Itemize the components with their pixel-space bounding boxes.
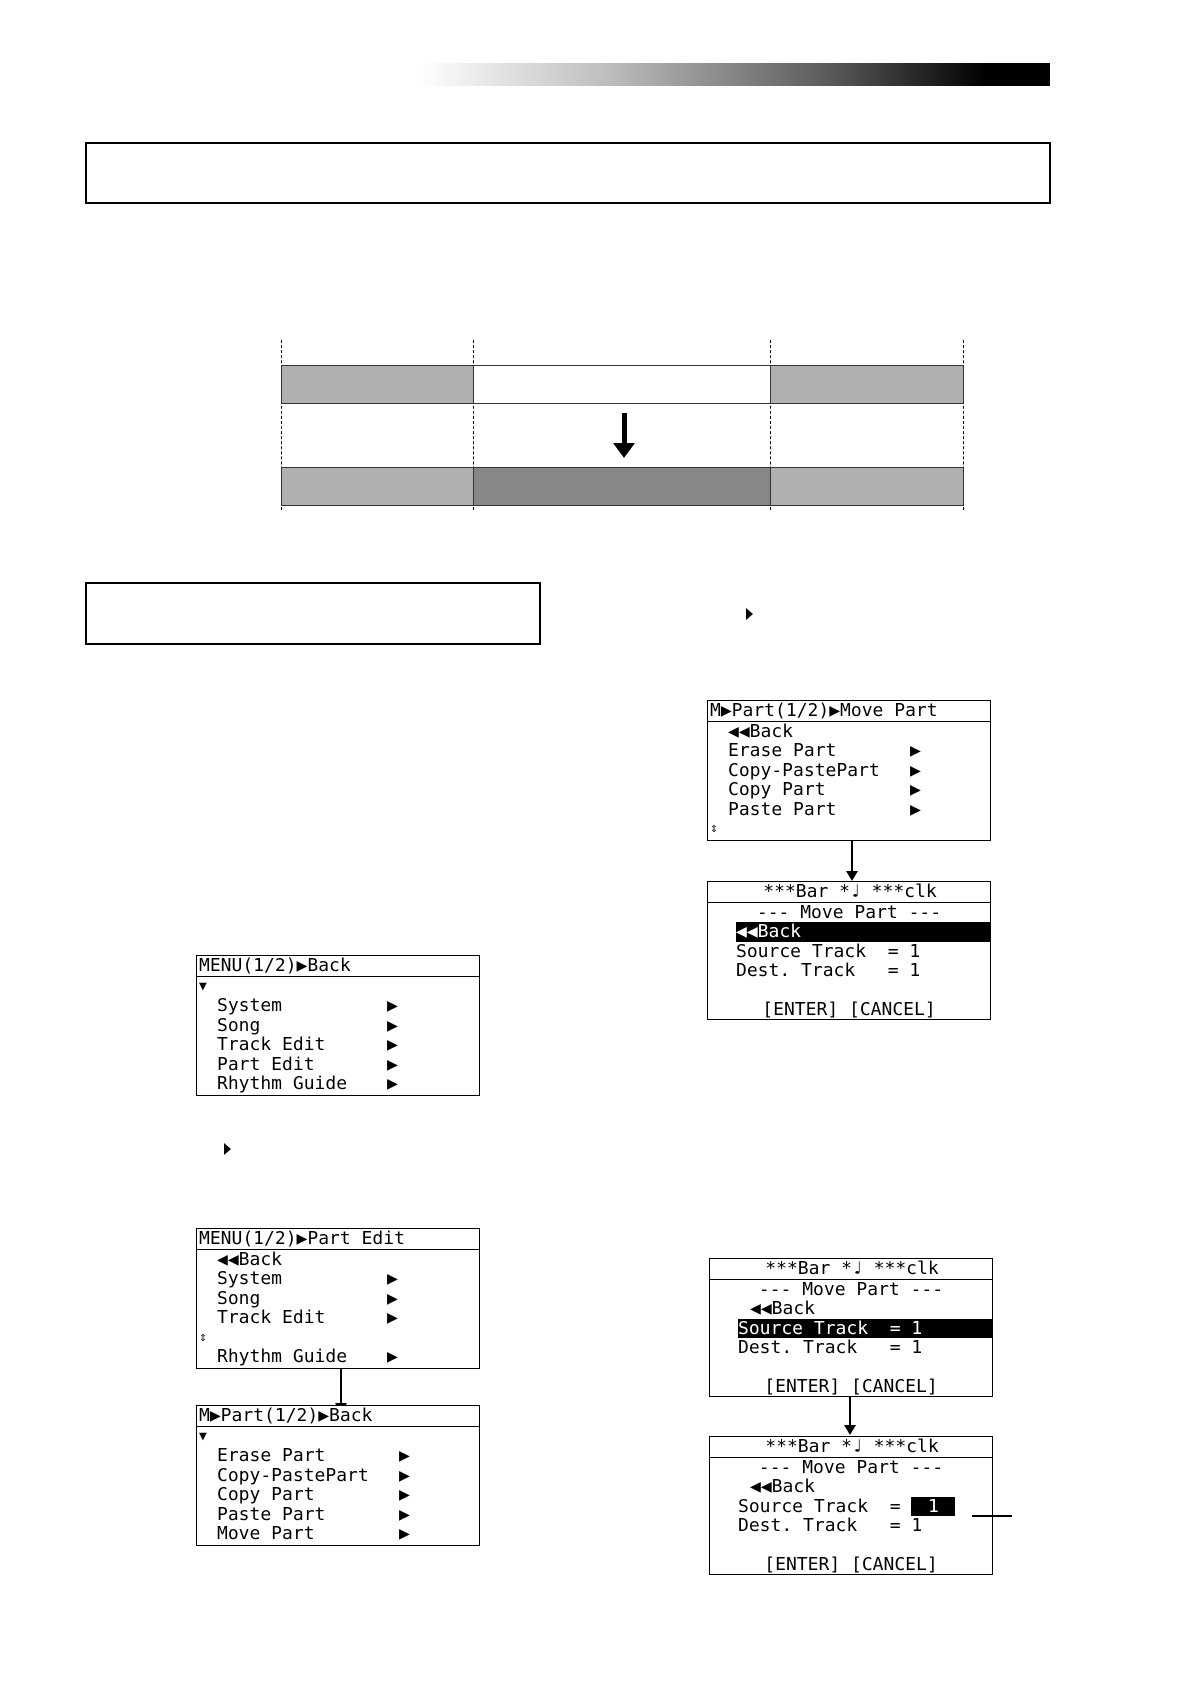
menu-item-label: Song <box>217 1288 261 1308</box>
back-label: ◀◀Back <box>750 1477 816 1497</box>
right-triangle-icon: ▶ <box>387 1308 398 1328</box>
menu-item-back[interactable] <box>197 1427 479 1447</box>
source-track-row[interactable] <box>710 1497 992 1517</box>
dest-track-row[interactable] <box>708 961 990 981</box>
lcd-header: ***Bar *♩ ***clk <box>710 1437 992 1458</box>
flow-arrow-head-icon <box>846 871 858 881</box>
menu-item-label: System <box>217 996 283 1016</box>
lcd-title: MENU(1/2)▶Part Edit <box>197 1229 479 1250</box>
right-triangle-icon: ▶ <box>399 1504 410 1524</box>
right-triangle-icon: ▶ <box>387 1015 398 1035</box>
enter-cancel-buttons[interactable]: [ENTER] [CANCEL] <box>764 1377 938 1397</box>
lcd-part-move <box>707 700 991 841</box>
menu-item-label: Copy Part <box>217 1485 315 1505</box>
menu-item-part-edit[interactable] <box>197 1328 479 1348</box>
menu-item-track-edit[interactable] <box>197 1308 479 1328</box>
right-triangle-icon: ▶ <box>387 1074 398 1094</box>
lcd-title: --- Move Part --- <box>758 1457 944 1477</box>
flow-arrow-head-icon <box>844 1425 856 1435</box>
lcd-title: --- Move Part --- <box>758 1279 944 1299</box>
dest-track-label: Dest. Track = <box>738 1516 901 1536</box>
spacer <box>710 1536 992 1556</box>
lcd-title: M▶Part(1/2)▶Back <box>197 1406 479 1427</box>
menu-item-song[interactable] <box>197 1016 479 1036</box>
menu-item-part-edit[interactable] <box>197 1055 479 1075</box>
scroll-down-icon: ▼ <box>199 978 207 994</box>
right-triangle-icon: ▶ <box>910 760 921 780</box>
right-triangle-icon <box>224 1143 231 1155</box>
right-triangle-icon: ▶ <box>387 1054 398 1074</box>
lcd-move-part-source-value <box>709 1436 993 1575</box>
menu-item-move-part[interactable] <box>197 1524 479 1544</box>
flow-arrow <box>340 1369 342 1405</box>
source-track-row[interactable] <box>738 1319 992 1339</box>
lcd-title: MENU(1/2)▶Back <box>197 956 479 977</box>
back-label: ◀◀Back <box>750 1299 816 1319</box>
menu-item-system[interactable] <box>197 1269 479 1289</box>
menu-item-track-edit[interactable] <box>197 1035 479 1055</box>
menu-item-copy-part[interactable] <box>197 1485 479 1505</box>
menu-item-copy-paste-part[interactable] <box>197 1466 479 1486</box>
dest-track-value: 1 <box>911 1516 923 1536</box>
menu-item-label: Song <box>217 1015 261 1035</box>
menu-item-label: System <box>217 1269 283 1289</box>
back-label: ◀◀Back <box>736 922 990 942</box>
right-triangle-icon <box>746 608 753 620</box>
result-segment-middle <box>473 467 771 506</box>
menu-item-copy-paste-part[interactable] <box>708 761 990 781</box>
scroll-up-down-icon: ⇕ <box>199 1329 207 1345</box>
right-triangle-icon: ▶ <box>387 1035 398 1055</box>
flow-arrow <box>851 841 853 873</box>
dest-track-row[interactable] <box>710 1338 992 1358</box>
menu-item-paste-part[interactable] <box>708 800 990 820</box>
right-triangle-icon: ▶ <box>387 1269 398 1289</box>
menu-item-label: ◀◀Back <box>728 721 794 741</box>
source-track-label: Source Track = <box>738 1496 901 1516</box>
right-triangle-icon: ▶ <box>399 1485 410 1505</box>
right-triangle-icon: ▶ <box>387 1288 398 1308</box>
lcd-menu-part-edit <box>196 1228 480 1369</box>
lcd-header: ***Bar *♩ ***clk <box>708 882 990 903</box>
spacer <box>710 1358 992 1378</box>
source-track-value: 1 <box>911 1318 923 1338</box>
dest-track-label: Dest. Track = <box>738 1338 901 1358</box>
dest-track-row[interactable] <box>710 1516 992 1536</box>
menu-item-label: Copy-PastePart <box>217 1465 369 1485</box>
menu-item-label: Move Part <box>217 1524 315 1544</box>
lcd-move-part-back <box>707 881 991 1020</box>
lcd-part-back <box>196 1405 480 1546</box>
source-segment-left <box>281 365 474 404</box>
menu-item-label: ◀◀Back <box>217 1249 283 1269</box>
result-segment-right <box>770 467 964 506</box>
menu-item-rhythm-guide[interactable] <box>197 1074 479 1094</box>
scroll-down-icon: ▼ <box>199 1428 207 1444</box>
lcd-move-part-source-row <box>709 1258 993 1397</box>
menu-item-label: Erase Part <box>217 1446 326 1466</box>
menu-item-label: Erase Part <box>728 741 837 761</box>
right-triangle-icon: ▶ <box>387 1347 398 1367</box>
right-triangle-icon: ▶ <box>910 780 921 800</box>
right-triangle-icon: ▶ <box>387 996 398 1016</box>
flow-arrow <box>849 1397 851 1427</box>
right-triangle-icon: ▶ <box>399 1446 410 1466</box>
source-segment-right <box>770 365 964 404</box>
menu-item-paste-part[interactable] <box>197 1505 479 1525</box>
source-track-label: Source Track = <box>736 941 899 961</box>
back-item[interactable] <box>710 1299 992 1319</box>
lcd-header: ***Bar *♩ ***clk <box>710 1259 992 1280</box>
section-title-box <box>85 142 1051 204</box>
menu-item-move-part[interactable] <box>708 819 990 839</box>
lcd-title: --- Move Part --- <box>756 902 942 922</box>
down-arrow-icon <box>622 413 627 445</box>
menu-item-rhythm-guide[interactable] <box>197 1347 479 1367</box>
enter-cancel-buttons[interactable]: [ENTER] [CANCEL] <box>764 1555 938 1575</box>
lcd-title: M▶Part(1/2)▶Move Part <box>708 701 990 722</box>
menu-item-label: Rhythm Guide <box>217 1347 348 1367</box>
menu-item-label: Part Edit <box>217 1054 315 1074</box>
right-triangle-icon: ▶ <box>910 741 921 761</box>
source-track-label: Source Track = <box>738 1318 901 1338</box>
procedure-title-box <box>85 582 541 645</box>
spacer <box>708 981 990 1001</box>
right-triangle-icon: ▶ <box>910 799 921 819</box>
menu-item-song[interactable] <box>197 1289 479 1309</box>
menu-item-back[interactable] <box>197 977 479 997</box>
source-track-value: 1 <box>909 941 921 961</box>
dest-track-value: 1 <box>909 961 921 981</box>
menu-item-back[interactable] <box>197 1250 479 1270</box>
right-triangle-icon: ▶ <box>399 1465 410 1485</box>
menu-item-back[interactable] <box>708 722 990 742</box>
source-track-row[interactable] <box>708 942 990 962</box>
source-track-value[interactable]: 1 <box>911 1497 955 1517</box>
menu-item-erase-part[interactable] <box>197 1446 479 1466</box>
result-segment-left <box>281 467 474 506</box>
menu-item-system[interactable] <box>197 996 479 1016</box>
right-triangle-icon: ▶ <box>399 1524 410 1544</box>
down-arrow-head-icon <box>613 443 635 458</box>
back-item[interactable] <box>736 922 990 942</box>
callout-line <box>972 1515 1012 1517</box>
menu-item-label: Copy-PastePart <box>728 760 880 780</box>
menu-item-erase-part[interactable] <box>708 741 990 761</box>
menu-item-label: Rhythm Guide <box>217 1074 348 1094</box>
menu-item-label: Paste Part <box>728 799 837 819</box>
enter-cancel-buttons[interactable]: [ENTER] [CANCEL] <box>762 1000 936 1020</box>
menu-item-label: Copy Part <box>728 780 826 800</box>
source-segment-middle <box>473 365 771 404</box>
back-item[interactable] <box>710 1477 992 1497</box>
dest-track-label: Dest. Track = <box>736 961 899 981</box>
dest-track-value: 1 <box>911 1338 923 1358</box>
lcd-menu-back <box>196 955 480 1096</box>
header-gradient-bar <box>420 63 1050 86</box>
menu-item-label: Track Edit <box>217 1308 326 1328</box>
menu-item-label: Paste Part <box>217 1504 326 1524</box>
scroll-up-down-icon: ⇕ <box>710 821 718 836</box>
menu-item-label: Track Edit <box>217 1035 326 1055</box>
menu-item-copy-part[interactable] <box>708 780 990 800</box>
